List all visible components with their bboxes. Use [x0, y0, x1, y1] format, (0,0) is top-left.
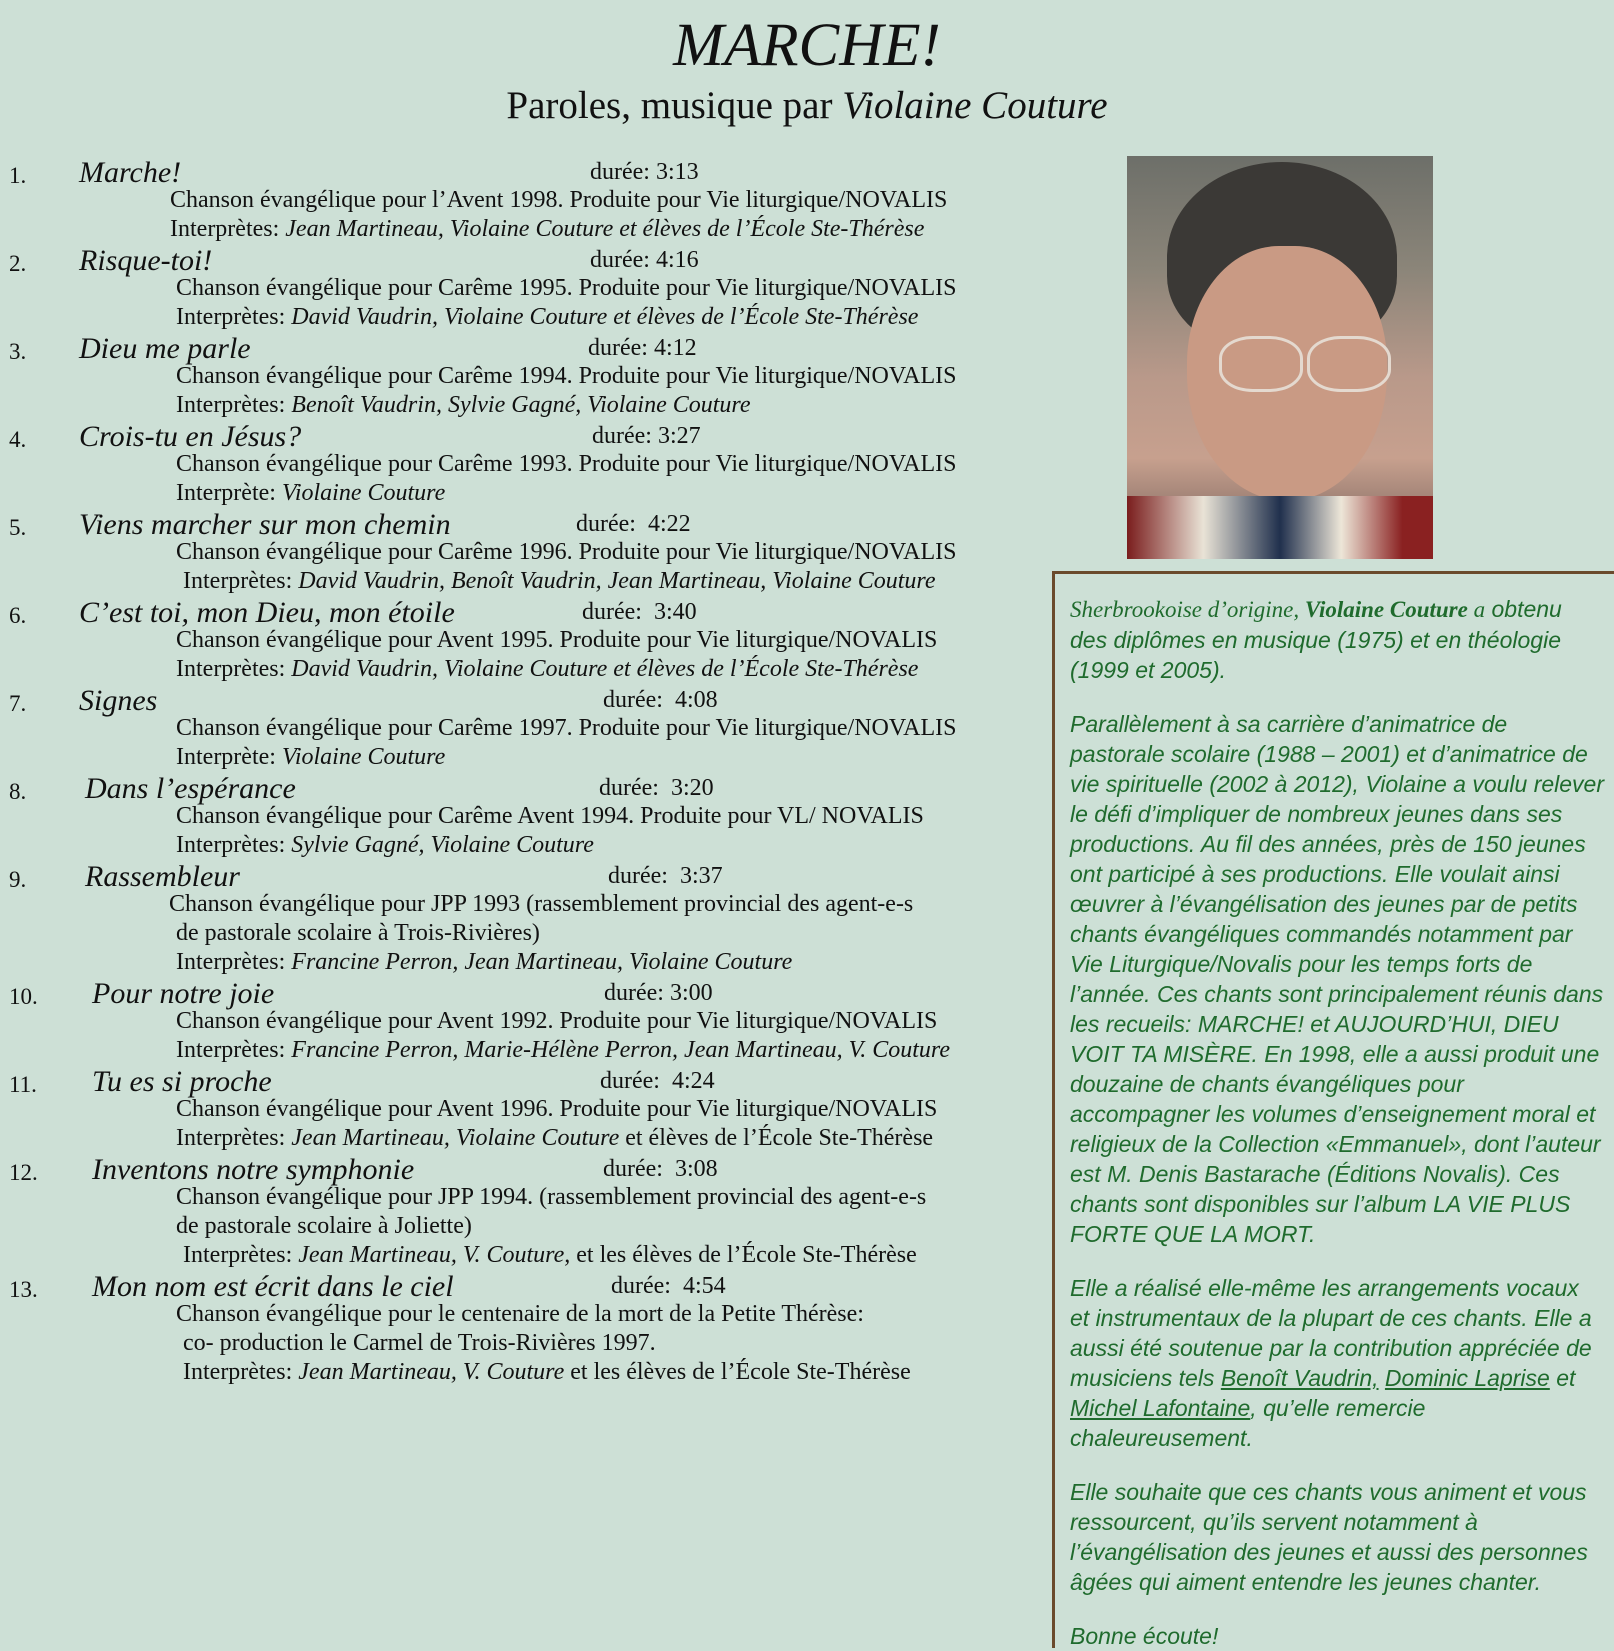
track-header	[0, 977, 1055, 1010]
detail-text: Chanson évangélique pour JPP 1993 (rassemblement provincial des agent-e-s	[169, 891, 914, 917]
bio-p1-mid: a	[1467, 597, 1486, 622]
detail-text: Chanson évangélique pour le centenaire de la mort de la Petite Thérèse:	[176, 1301, 864, 1327]
bio-paragraph-3	[1070, 1273, 1604, 1453]
track-number: 2.	[9, 251, 27, 276]
bio-artist-name: Violaine Couture	[1304, 597, 1468, 622]
track-header	[0, 596, 1055, 629]
subtitle	[0, 86, 1614, 125]
detail-text: Chanson évangélique pour Carême 1994. Produite pour Vie liturgique/NOVALIS	[176, 363, 957, 389]
track-number: 4.	[9, 427, 27, 452]
track-duration: durée: 3:40	[582, 599, 697, 625]
track-header	[0, 1153, 1055, 1186]
track-duration: durée: 4:12	[588, 335, 697, 361]
track-detail-line	[176, 538, 1231, 567]
detail-text: Chanson évangélique pour Carême 1997. Produite pour Vie liturgique/NOVALIS	[176, 715, 957, 741]
track-item	[0, 772, 1055, 860]
track-header	[0, 1065, 1055, 1098]
track-duration: durée: 3:37	[608, 863, 723, 889]
detail-text: Interprète:	[176, 480, 282, 506]
detail-text: Interprètes:	[176, 304, 292, 330]
performers: Jean Martineau, Violaine Couture	[291, 1125, 620, 1151]
track-detail-line	[176, 479, 1231, 508]
artist-photo	[1127, 156, 1433, 559]
performers: David Vaudrin, Benoît Vaudrin, Jean Martineau, Violaine Couture	[298, 568, 936, 594]
track-title: Mon nom est écrit dans le ciel	[92, 1270, 454, 1303]
track-item	[0, 1270, 1055, 1387]
detail-text: Interprètes:	[183, 568, 299, 594]
performers: Jean Martineau, Violaine Couture et élèves de l’École Ste-Thérèse	[285, 216, 925, 242]
detail-text: Chanson évangélique pour JPP 1994. (rassemblement provincial des agent-e-s	[176, 1184, 927, 1210]
track-number: 9.	[9, 867, 27, 892]
track-item	[0, 1153, 1055, 1270]
bio-p3-sep2: et	[1549, 1365, 1576, 1391]
track-detail-line	[176, 303, 1231, 332]
detail-text: de pastorale scolaire à Trois-Rivières)	[176, 920, 540, 946]
detail-text: Chanson évangélique pour Carême 1993. Produite pour Vie liturgique/NOVALIS	[176, 451, 957, 477]
track-duration: durée: 4:16	[590, 247, 699, 273]
track-item	[0, 420, 1055, 508]
detail-tail: et les élèves de l’École Ste-Thérèse	[570, 1242, 917, 1268]
detail-tail: et les élèves de l’École Ste-Thérèse	[564, 1359, 911, 1385]
performers: David Vaudrin, Violaine Couture et élèves de l’École Ste-Thérèse	[291, 656, 919, 682]
track-header	[0, 1270, 1055, 1303]
track-number: 11.	[9, 1072, 37, 1097]
track-title: Inventons notre symphonie	[92, 1153, 415, 1186]
bio-p1-intro: Sherbrookoise d’origine,	[1070, 597, 1305, 622]
subtitle-artist: Violaine Couture	[842, 84, 1108, 127]
track-duration: durée: 4:22	[576, 511, 691, 537]
track-item	[0, 508, 1055, 596]
track-title: Tu es si proche	[92, 1065, 272, 1098]
header	[0, 0, 1614, 125]
track-number: 6.	[9, 603, 27, 628]
track-duration: durée: 4:54	[611, 1273, 726, 1299]
bio-p3-intro: Elle a réalisé elle-même les arrangements vocaux et instrumentaux de la plupart de ces chants. Elle a aussi été soutenue par la contribution appréciée de musiciens tels	[1070, 1275, 1592, 1391]
track-duration: durée: 3:00	[604, 980, 713, 1006]
track-duration: durée: 3:27	[592, 423, 701, 449]
track-header	[0, 508, 1055, 541]
performers: Violaine Couture	[281, 480, 446, 506]
track-duration: durée: 3:20	[599, 775, 714, 801]
detail-text: co- production le Carmel de Trois-Rivières 1997.	[183, 1330, 656, 1356]
track-title: C’est toi, mon Dieu, mon étoile	[79, 596, 455, 629]
track-title: Marche!	[79, 156, 182, 189]
detail-text: Chanson évangélique pour Avent 1995. Produite pour Vie liturgique/NOVALIS	[176, 627, 938, 653]
performers: Benoît Vaudrin, Sylvie Gagné, Violaine Couture	[291, 392, 751, 418]
detail-text: Interprètes:	[176, 656, 292, 682]
detail-text: de pastorale scolaire à Joliette)	[176, 1213, 472, 1239]
track-detail-line	[176, 450, 1231, 479]
track-item	[0, 332, 1055, 420]
detail-text: Chanson évangélique pour Carême 1995. Produite pour Vie liturgique/NOVALIS	[176, 275, 957, 301]
track-duration: durée: 4:24	[600, 1068, 715, 1094]
detail-text: Interprètes:	[183, 1242, 299, 1268]
performers: Francine Perron, Jean Martineau, Violaine Couture	[291, 949, 793, 975]
bio-panel	[1052, 571, 1614, 1648]
track-title: Crois-tu en Jésus?	[79, 420, 302, 453]
track-header	[0, 332, 1055, 365]
track-header	[0, 156, 1055, 189]
detail-text: Chanson évangélique pour Avent 1992. Produite pour Vie liturgique/NOVALIS	[176, 1008, 938, 1034]
bio-paragraph-1	[1070, 594, 1604, 685]
track-item	[0, 156, 1055, 244]
detail-tail: et élèves de l’École Ste-Thérèse	[619, 1125, 934, 1151]
track-header	[0, 772, 1055, 805]
detail-text: Interprètes:	[176, 949, 292, 975]
track-header	[0, 244, 1055, 277]
track-item	[0, 1065, 1055, 1153]
track-title: Signes	[79, 684, 158, 717]
bio-p3-end: , qu’elle remercie chaleureusement.	[1070, 1395, 1426, 1451]
photo-scarf	[1127, 496, 1433, 559]
detail-text: Chanson évangélique pour Carême 1996. Produite pour Vie liturgique/NOVALIS	[176, 539, 957, 565]
track-item	[0, 244, 1055, 332]
track-title: Dieu me parle	[79, 332, 251, 365]
track-header	[0, 860, 1055, 893]
detail-text: Chanson évangélique pour l’Avent 1998. Produite pour Vie liturgique/NOVALIS	[170, 187, 948, 213]
track-number: 5.	[9, 515, 27, 540]
track-title: Rassembleur	[85, 860, 240, 893]
bio-paragraph-4: Elle souhaite que ces chants vous animent et vous ressourcent, qu’ils servent notamment à l’évangélisation des jeunes et aussi des personnes âgées qui aiment entendre les jeunes chanter.	[1070, 1479, 1588, 1595]
detail-text: Chanson évangélique pour Carême Avent 1994. Produite pour VL/ NOVALIS	[176, 803, 924, 829]
detail-text: Interprètes:	[183, 1359, 299, 1385]
track-detail-line	[170, 186, 1225, 215]
performers: Francine Perron, Marie-Hélène Perron, Jean Martineau, V. Couture	[291, 1037, 951, 1063]
bio-paragraph-2: Parallèlement à sa carrière d’animatrice de pastorale scolaire (1988 – 2001) et d’animatrice de vie spirituelle (2002 à 2012), Violaine a voulu relever le défi d’impliquer de nombreux jeunes dans ses productions. Au fil des années, près de 150 jeunes ont participé à ses productions. Elle voulait ainsi œuvrer à l’évangélisation des jeunes par de petits chants évangéliques commandés notamment par Vie Liturgique/Novalis pour les temps forts de l’année. Ces chants sont principalement réunis dans les recueils: MARCHE! et AUJOURD’HUI, DIEU VOIT TA MISÈRE. En 1998, elle a aussi produit une douzaine de chants évangéliques pour accompagner les volumes d’enseignement moral et religieux de la Collection «Emmanuel», dont l’auteur est M. Denis Bastarache (Éditions Novalis). Ces chants sont disponibles sur l’album LA VIE PLUS FORTE QUE LA MORT.	[1070, 711, 1605, 1247]
detail-text: Chanson évangélique pour Avent 1996. Produite pour Vie liturgique/NOVALIS	[176, 1096, 938, 1122]
subtitle-prefix: Paroles, musique par	[506, 84, 833, 127]
track-duration: durée: 3:13	[590, 159, 699, 185]
bio-link-benoit-vaudrin[interactable]: Benoît Vaudrin,	[1220, 1365, 1379, 1391]
detail-text: Interprètes:	[176, 1125, 292, 1151]
track-title: Pour notre joie	[92, 977, 275, 1010]
track-item	[0, 684, 1055, 772]
photo-glasses-left	[1219, 336, 1303, 392]
track-item	[0, 860, 1055, 977]
track-detail-line	[170, 215, 1225, 244]
detail-text: Interprètes:	[170, 216, 286, 242]
photo-glasses-right	[1307, 336, 1391, 392]
track-title: Risque-toi!	[79, 244, 213, 277]
detail-text: Interprètes:	[176, 832, 292, 858]
performers: David Vaudrin, Violaine Couture et élèves de l’École Ste-Thérèse	[291, 304, 919, 330]
bio-p1-rest: obtenu des diplômes en musique (1975) et en théologie (1999 et 2005).	[1070, 596, 1562, 683]
performers: Violaine Couture	[281, 744, 446, 770]
track-item	[0, 596, 1055, 684]
track-detail-line	[176, 274, 1231, 303]
track-title: Dans l’espérance	[85, 772, 296, 805]
track-number: 3.	[9, 339, 27, 364]
detail-text: Interprètes:	[176, 392, 292, 418]
track-number: 12.	[9, 1160, 38, 1185]
bio-closing: Bonne écoute!	[1070, 1623, 1219, 1649]
track-number: 13.	[9, 1277, 38, 1302]
track-number: 7.	[9, 691, 27, 716]
track-number: 10.	[9, 984, 38, 1009]
track-duration: durée: 3:08	[603, 1156, 718, 1182]
album-title: MARCHE!	[673, 12, 941, 79]
track-number: 1.	[9, 163, 27, 188]
track-detail-line	[176, 362, 1231, 391]
track-header	[0, 420, 1055, 453]
track-item	[0, 977, 1055, 1065]
bio-link-dominic-laprise[interactable]: Dominic Laprise	[1384, 1365, 1550, 1391]
performers: Jean Martineau, V. Couture	[298, 1359, 565, 1385]
track-header	[0, 684, 1055, 717]
bio-link-michel-lafontaine[interactable]: Michel Lafontaine	[1070, 1395, 1251, 1421]
detail-text: Interprète:	[176, 744, 282, 770]
track-duration: durée: 4:08	[603, 687, 718, 713]
track-number: 8.	[9, 779, 27, 804]
performers: Jean Martineau, V. Couture,	[298, 1242, 571, 1268]
track-list	[0, 156, 1055, 1387]
track-title: Viens marcher sur mon chemin	[79, 508, 451, 541]
track-detail-line	[176, 391, 1231, 420]
detail-text: Interprètes:	[176, 1037, 292, 1063]
performers: Sylvie Gagné, Violaine Couture	[291, 832, 594, 858]
